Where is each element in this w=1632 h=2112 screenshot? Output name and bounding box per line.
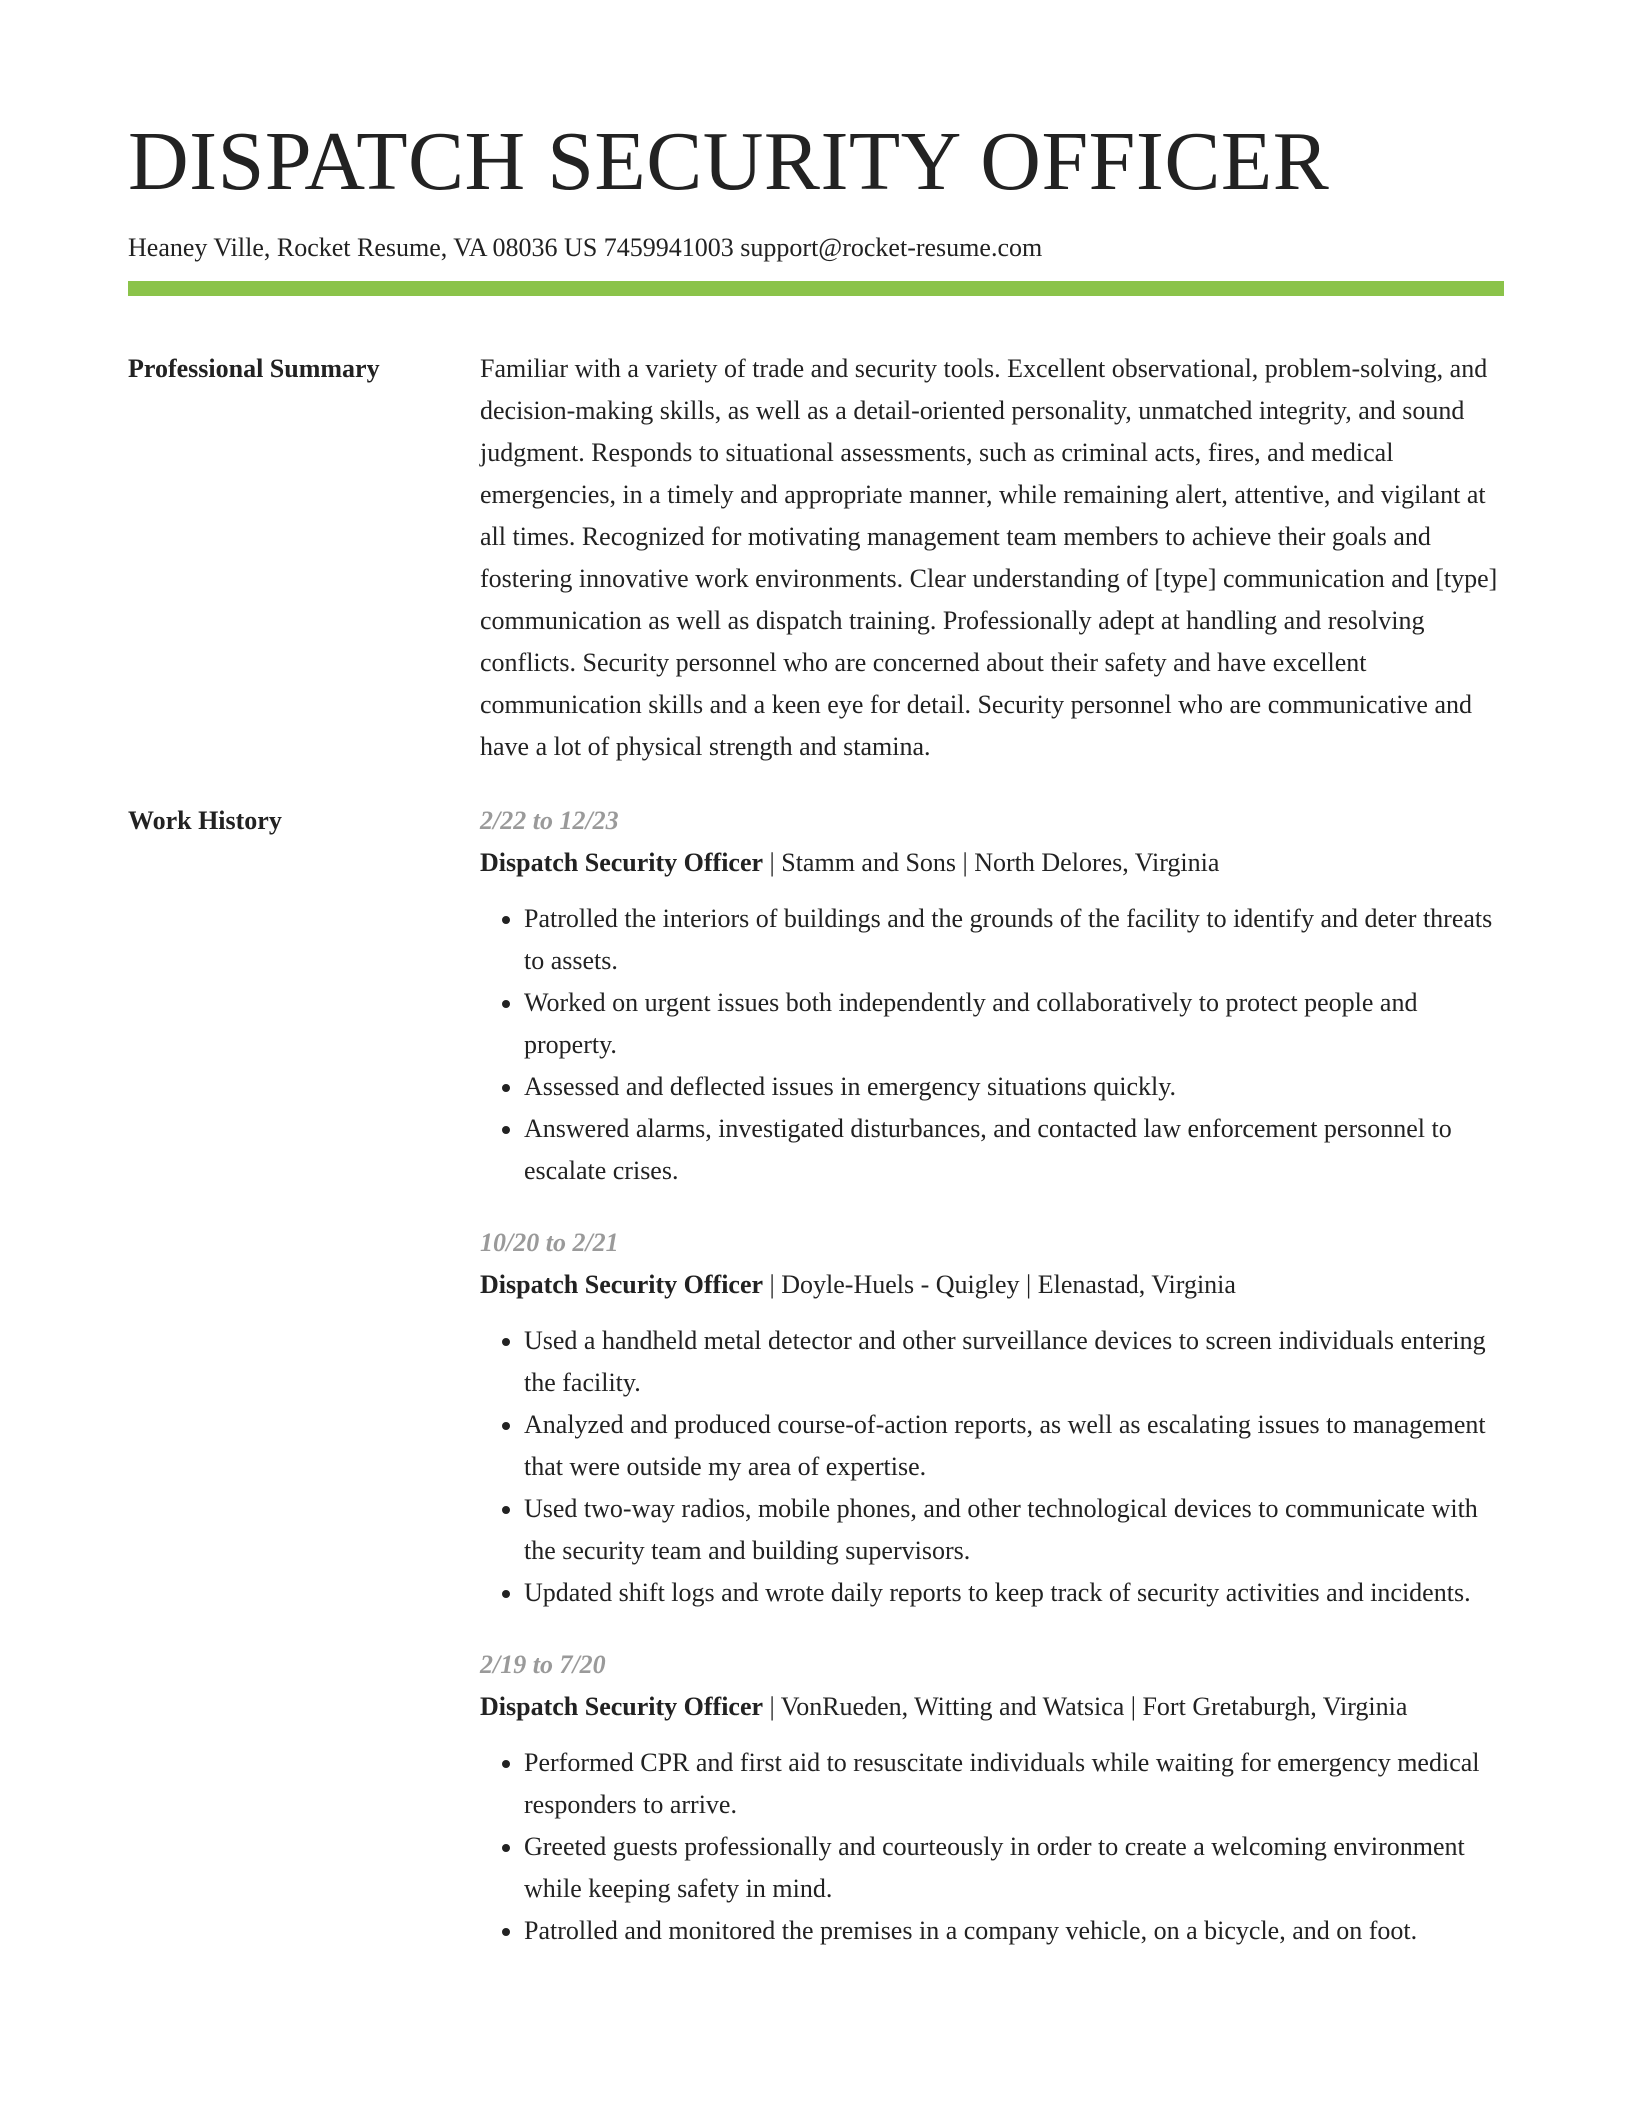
job-title: Dispatch Security Officer	[480, 848, 764, 878]
job-bullet: • Patrolled the interiors of buildings and the grounds of the facility to identify and deter threats to assets.	[524, 898, 1504, 982]
job-dates: 2/22 to 12/23	[480, 806, 619, 836]
job-details: | Doyle-Huels - Quigley | Elenastad, Virginia	[763, 1270, 1236, 1300]
work-history-heading: Work History	[128, 806, 282, 836]
job-bullets	[480, 898, 1504, 1192]
job-bullets	[480, 1320, 1504, 1614]
job-entry	[480, 1222, 1504, 1614]
job-dates: 10/20 to 2/21	[480, 1228, 619, 1258]
job-bullet: • Worked on urgent issues both independently and collaboratively to protect people and property.	[524, 982, 1504, 1066]
job-details: | VonRueden, Witting and Watsica | Fort Gretaburgh, Virginia	[763, 1692, 1408, 1722]
resume-page	[128, 115, 1504, 1952]
summary-text: Familiar with a variety of trade and security tools. Excellent observational, problem-solving, and decision-making skills, as well as a detail-oriented personality, unmatched integrity, and sound judgment. Responds to situational assessments, such as criminal acts, fires, and medical emergencies, in a timely and appropriate manner, while remaining alert, attentive, and vigilant at all times. Recognized for motivating management team members to achieve their goals and fostering innovative work environments. Clear understanding of [type] communication and [type] communication as well as dispatch training. Professionally adept at handling and resolving conflicts. Security personnel who are concerned about their safety and have excellent communication skills and a keen eye for detail. Security personnel who are communicative and have a lot of physical strength and stamina.	[480, 354, 1498, 762]
job-bullet: • Analyzed and produced course-of-action reports, as well as escalating issues to management that were outside my area of expertise.	[524, 1404, 1504, 1488]
summary-heading: Professional Summary	[128, 354, 380, 384]
job-heading	[480, 842, 1504, 884]
job-bullet: • Used a handheld metal detector and other surveillance devices to screen individuals entering the facility.	[524, 1320, 1504, 1404]
job-bullets	[480, 1742, 1504, 1952]
job-dates: 2/19 to 7/20	[480, 1650, 606, 1680]
job-title: Dispatch Security Officer	[480, 1692, 764, 1722]
job-bullet: • Greeted guests professionally and courteously in order to create a welcoming environment while keeping safety in mind.	[524, 1826, 1504, 1910]
resume-title: DISPATCH SECURITY OFFICER	[128, 115, 1330, 208]
job-bullet: • Assessed and deflected issues in emergency situations quickly.	[524, 1066, 1504, 1108]
job-bullet: • Patrolled and monitored the premises in a company vehicle, on a bicycle, and on foot.	[524, 1910, 1504, 1952]
job-title: Dispatch Security Officer	[480, 1270, 764, 1300]
job-bullet: • Updated shift logs and wrote daily reports to keep track of security activities and incidents.	[524, 1572, 1504, 1614]
contact-line: Heaney Ville, Rocket Resume, VA 08036 US 7459941003 support@rocket-resume.com	[128, 233, 1043, 262]
job-entry	[480, 1644, 1504, 1952]
job-details: | Stamm and Sons | North Delores, Virginia	[763, 848, 1220, 878]
job-entry	[480, 800, 1504, 1192]
job-bullet: • Answered alarms, investigated disturbances, and contacted law enforcement personnel to escalate crises.	[524, 1108, 1504, 1192]
work-history-section	[128, 800, 1504, 1952]
job-bullet: • Used two-way radios, mobile phones, and other technological devices to communicate with the security team and building supervisors.	[524, 1488, 1504, 1572]
job-bullet: • Performed CPR and first aid to resuscitate individuals while waiting for emergency medical responders to arrive.	[524, 1742, 1504, 1826]
accent-divider	[128, 281, 1504, 296]
job-list	[480, 800, 1504, 1952]
job-heading	[480, 1686, 1504, 1728]
summary-section	[128, 348, 1504, 768]
job-heading	[480, 1264, 1504, 1306]
